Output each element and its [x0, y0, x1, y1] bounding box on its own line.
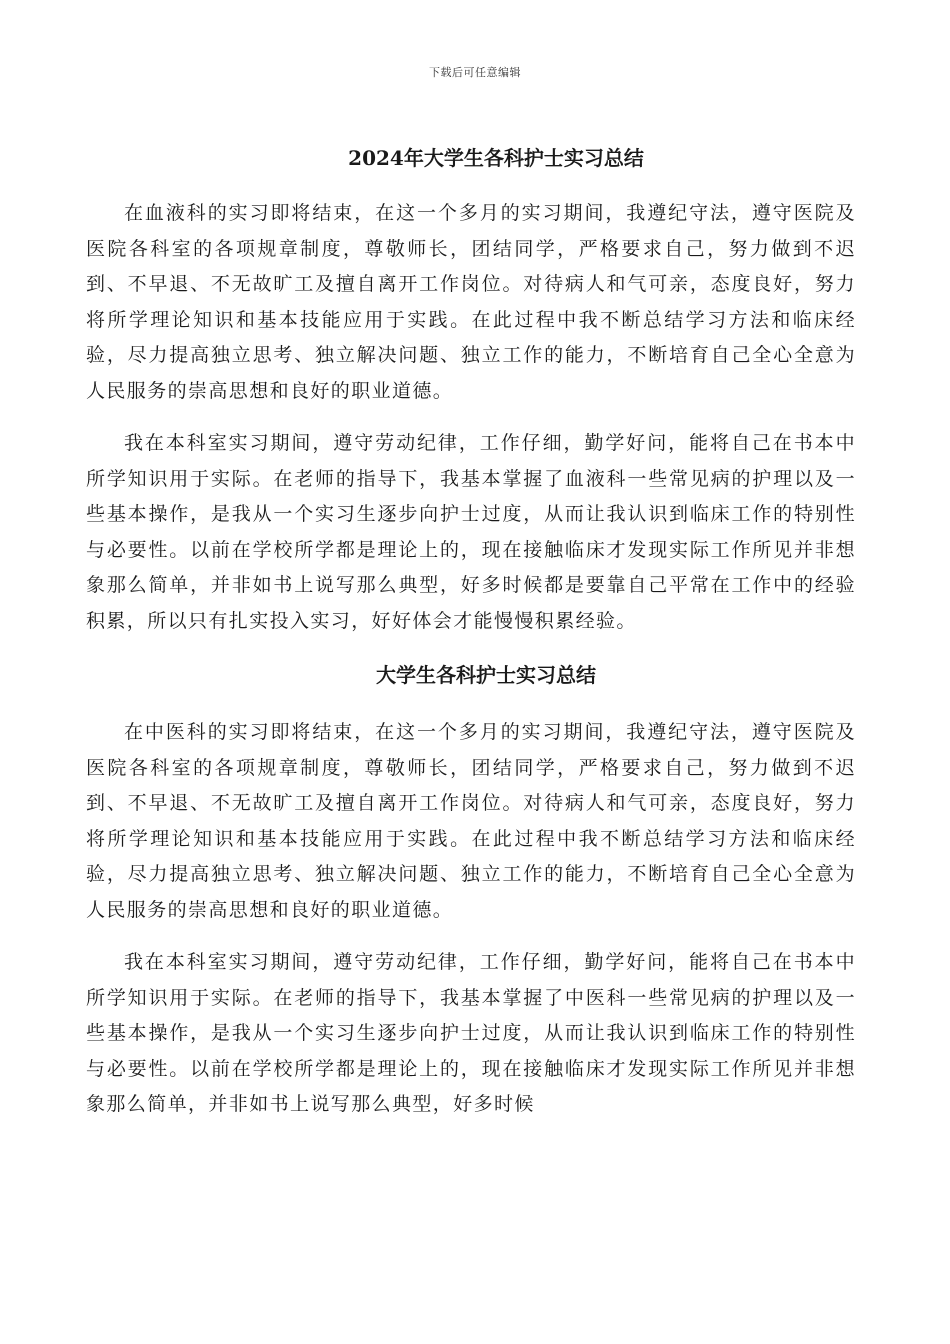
body-paragraph: 我在本科室实习期间，遵守劳动纪律，工作仔细，勤学好问，能将自己在书本中所学知识用于实际。在老师的指导下，我基本掌握了中医科一些常见病的护理以及一些基本操作，是我从一个实习生逐步向护士过度，从而让我认识到临床工作的特别性与必要性。以前在学校所学都是理论上的，现在接触临床才发现实际工作所见并非想象那么简单，并非如书上说写那么典型，好多时候: [86, 951, 856, 1115]
body-paragraph: 我在本科室实习期间，遵守劳动纪律，工作仔细，勤学好问，能将自己在书本中所学知识用于实际。在老师的指导下，我基本掌握了血液科一些常见病的护理以及一些基本操作，是我从一个实习生逐步向护士过度，从而让我认识到临床工作的特别性与必要性。以前在学校所学都是理论上的，现在接触临床才发现实际工作所见并非想象那么简单，并非如书上说写那么典型，好多时候都是要靠自己平常在工作中的经验积累，所以只有扎实投入实习，好好体会才能慢慢积累经验。: [86, 432, 856, 632]
body-paragraph: 在血液科的实习即将结束，在这一个多月的实习期间，我遵纪守法，遵守医院及医院各科室的各项规章制度，尊敬师长，团结同学，严格要求自己，努力做到不迟到、不早退、不无故旷工及擅自离开工作岗位。对待病人和气可亲，态度良好，努力将所学理论知识和基本技能应用于实践。在此过程中我不断总结学习方法和临床经验，尽力提高独立思考、独立解决问题、独立工作的能力，不断培育自己全心全意为人民服务的崇高思想和良好的职业道德。: [86, 202, 856, 402]
header-note: 下载后可任意编辑: [429, 66, 521, 79]
section-title: 2024年大学生各科护士实习总结: [348, 146, 644, 170]
section-title: 大学生各科护士实习总结: [376, 663, 596, 687]
document-body: [86, 140, 856, 1140]
body-paragraph: 在中医科的实习即将结束，在这一个多月的实习期间，我遵纪守法，遵守医院及医院各科室的各项规章制度，尊敬师长，团结同学，严格要求自己，努力做到不迟到、不早退、不无故旷工及擅自离开工作岗位。对待病人和气可亲，态度良好，努力将所学理论知识和基本技能应用于实践。在此过程中我不断总结学习方法和临床经验，尽力提高独立思考、独立解决问题、独立工作的能力，不断培育自己全心全意为人民服务的崇高思想和良好的职业道德。: [86, 721, 856, 921]
